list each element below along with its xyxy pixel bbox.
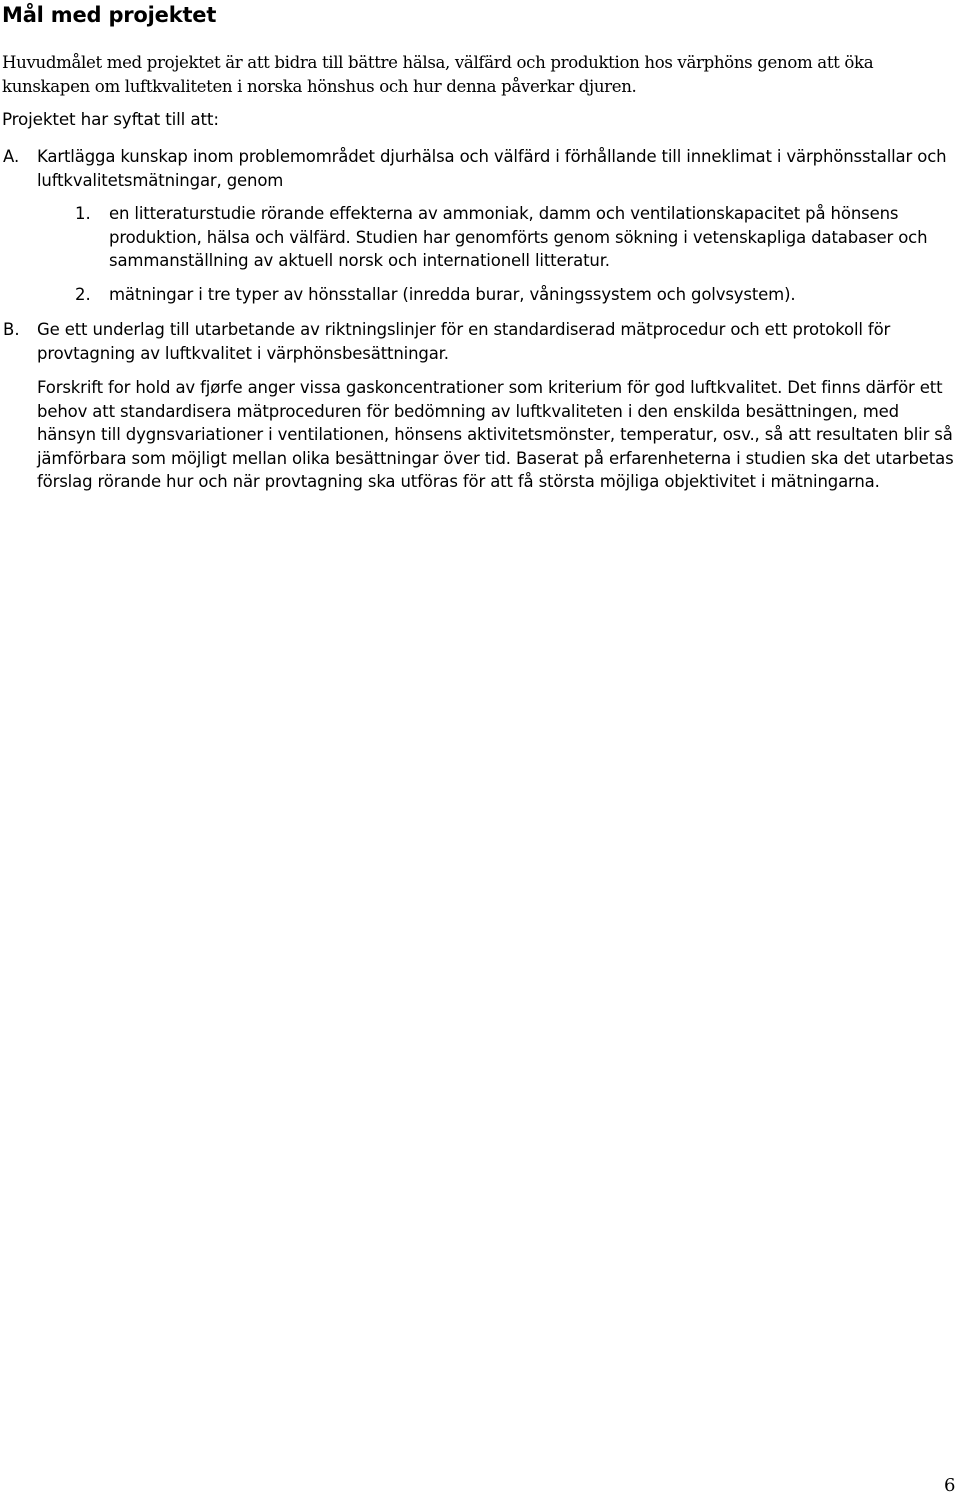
list-text: mätningar i tre typer av hönsstallar (inredda burar, våningssystem och golvsystem). (109, 285, 796, 304)
section-heading: Mål med projektet (2, 3, 217, 27)
list-label: 1. (75, 204, 91, 223)
intro-paragraph: Huvudmålet med projektet är att bidra till bättre hälsa, välfärd och produktion hos värphöns genom att öka kunskapen om luftkvaliteten i norska hönshus och hur denna påverkar djuren. (2, 53, 874, 96)
list-label: A. (3, 147, 20, 166)
list-item-a (3, 145, 958, 192)
list-label: 2. (75, 285, 91, 304)
list-text: en litteraturstudie rörande effekterna av ammoniak, damm och ventilationskapacitet på hönsens produktion, hälsa och välfärd. Studien har genomförts genom sökning i vetenskapliga databaser och sammanställning av aktuell norsk och internationell litteratur. (109, 204, 928, 270)
list-label: B. (3, 320, 20, 339)
list-text: Ge ett underlag till utarbetande av riktningslinjer för en standardiserad mätprocedur och ett protokoll för provtagning av luftkvalitet i värphönsbesättningar. (37, 320, 891, 363)
list-item-b (3, 318, 958, 365)
regulation-paragraph: Forskrift for hold av fjørfe anger vissa gaskoncentrationer som kriterium för god luftkvalitet. Det finns därför ett behov att standardisera mätproceduren för bedömning av luftkvaliteten i den enskilda besättningen, med hänsyn till dygnsvariationer i ventilationen, hönsens aktivitetsmönster, temperatur, osv., så att resultaten blir så jämförbara som möjligt mellan olika besättningar över tid. Baserat på erfarenheterna i studien ska det utarbetas förslag rörande hur och när provtagning ska utföras för att få största möjliga objektivitet i mätningarna. (37, 378, 954, 491)
list-item-1 (75, 202, 958, 273)
aim-paragraph: Projektet har syftat till att: (2, 109, 219, 129)
list-item-2 (75, 283, 958, 307)
list-text: Kartlägga kunskap inom problemområdet djurhälsa och välfärd i förhållande till inneklimat i värphönsstallar och luftkvalitetsmätningar, genom (37, 147, 947, 190)
page-number: 6 (944, 1475, 956, 1496)
